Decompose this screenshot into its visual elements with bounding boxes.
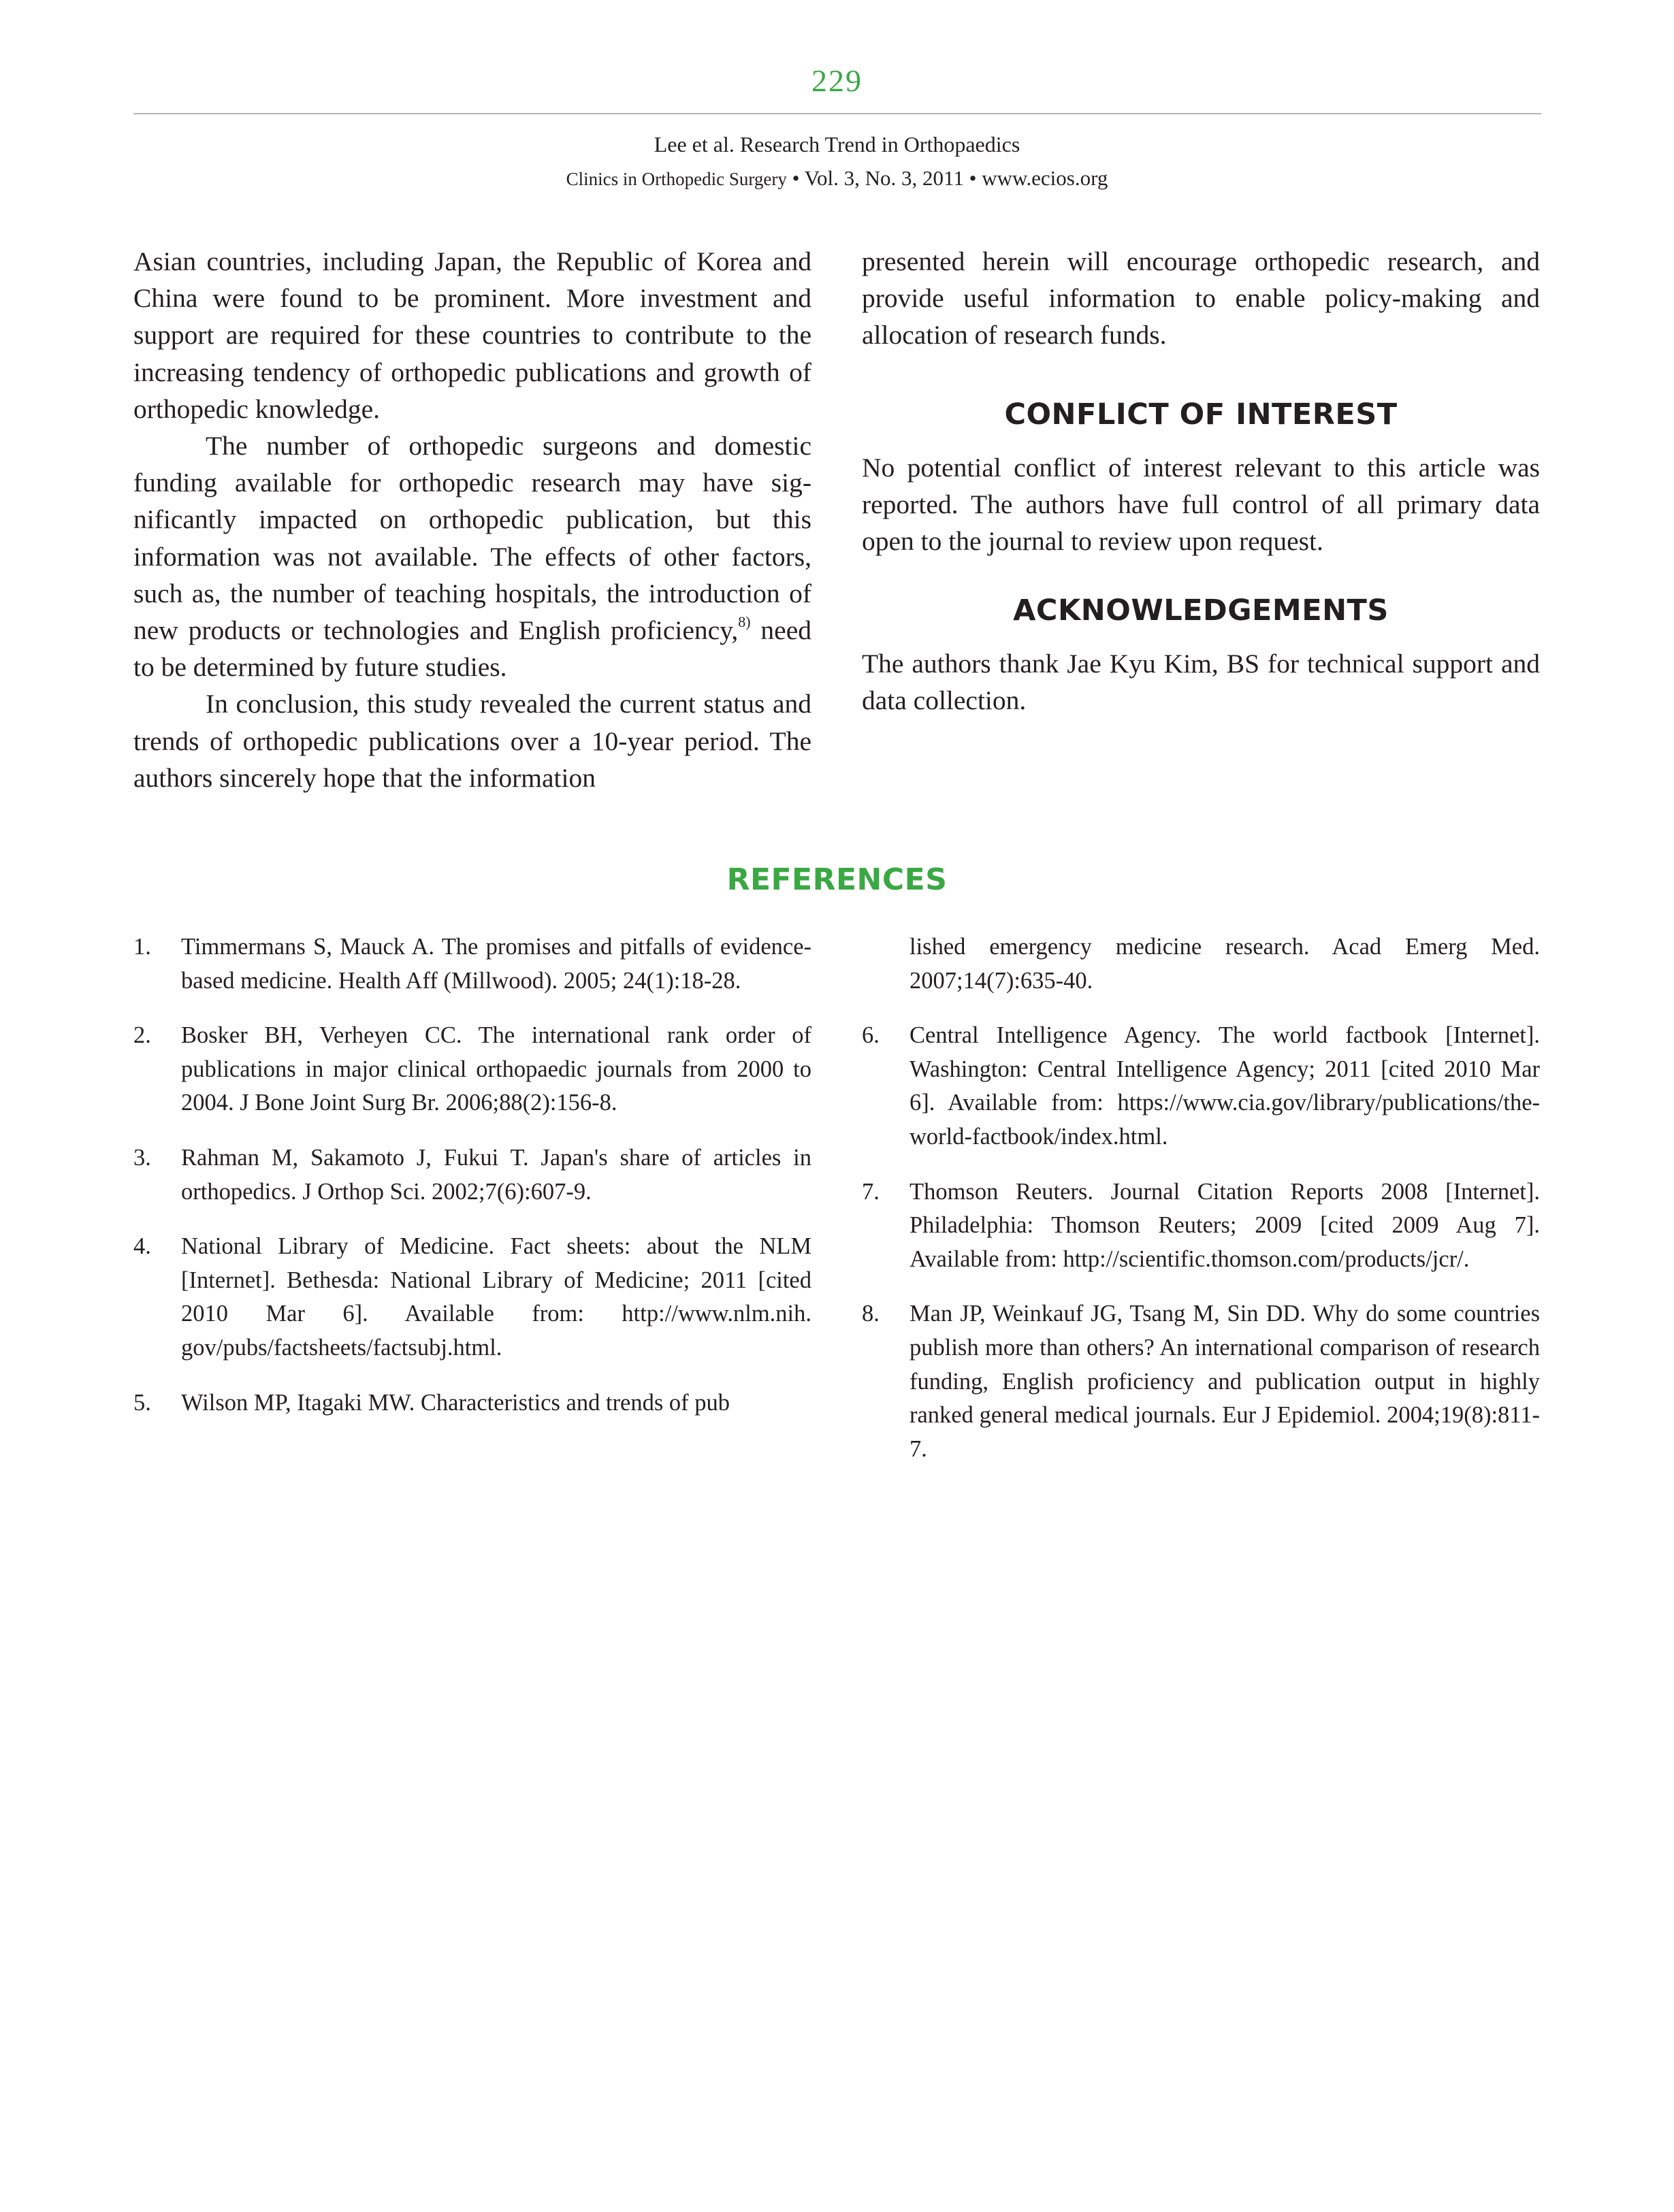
reference-item	[133, 1019, 811, 1120]
running-title: Lee et al. Research Trend in Orthopaedics	[654, 132, 1020, 157]
reference-number: 2.	[133, 1022, 151, 1049]
paragraph: In conclusion, this study revealed the current status and trends of orthopedic publications over a 10-year period. The authors sincerely hope that the information	[133, 689, 811, 793]
journal-issue: • Vol. 3, No. 3, 2011 • www.ecios.org	[786, 166, 1108, 190]
reference-number: 8.	[862, 1301, 880, 1327]
body-right-column	[862, 243, 1540, 719]
reference-text: Man JP, Weinkauf JG, Tsang M, Sin DD. Why do some countries publish more than others? An international comparison of research funding, English proficiency and publication output in highly ranked general medical journals. Eur J Epidemiol. 2004;19(8):811-7.	[910, 1301, 1540, 1462]
paragraph	[133, 427, 811, 685]
paragraph: presented herein will encourage orthopedic research, and provide useful information to enable policy-making and allocation of research funds.	[862, 246, 1540, 351]
acknowledgements-heading: ACKNOWLEDGEMENTS	[1013, 593, 1389, 628]
reference-number: 7.	[862, 1178, 880, 1205]
reference-number: 5.	[133, 1389, 151, 1416]
reference-number: 3.	[133, 1144, 151, 1171]
reference-text: Wilson MP, Itagaki MW. Characteristics and trends of pub	[181, 1389, 730, 1416]
reference-item	[862, 1019, 1540, 1154]
conflict-of-interest-text: No potential conflict of interest relevant to this article was reported. The authors have full control of all primary data open to the journal to review upon request.	[862, 452, 1540, 557]
references-left-column	[133, 930, 811, 1441]
reference-text: National Library of Medicine. Fact sheets: about the NLM [Internet]. Bethesda: National Library of Medicine; 2011 [cited 2010 Mar 6]. Available from: http://www.nlm.nih. gov/pubs/factsheets/factsubj.html.	[181, 1233, 811, 1361]
reference-item	[862, 1175, 1540, 1277]
reference-item	[133, 1141, 811, 1209]
journal-citation-line	[0, 166, 1674, 191]
reference-text: Rahman M, Sakamoto J, Fukui T. Japan's share of articles in orthopedics. J Orthop Sci. 2002;7(6):607-9.	[181, 1144, 811, 1205]
reference-number: 6.	[862, 1022, 880, 1049]
header-divider	[133, 113, 1541, 114]
paragraph: Asian countries, including Japan, the Republic of Korea and China were found to be prominent. More investment and support are required for these countries to contribute to the increasing tendency of orthopedic publications and growth of orthopedic knowledge.	[133, 246, 811, 424]
acknowledgements-text: The authors thank Jae Kyu Kim, BS for technical support and data collection.	[862, 649, 1540, 716]
reference-item-continued	[862, 930, 1540, 998]
citation-superscript: 8)	[738, 613, 751, 631]
reference-item	[133, 1386, 811, 1420]
paragraph-text: need to be determined by future studies.	[133, 615, 811, 683]
reference-number: 1.	[133, 934, 151, 960]
paragraph-text: The number of orthopedic surgeons and domestic funding available for orthopedic research may have significantly impacted on orthopedic publication, but this information was not available. The effects of other factors, such as, the number of teaching hospitals, the introduction of new products or technologies and English proficiency,	[133, 431, 811, 646]
reference-text: Timmermans S, Mauck A. The promises and pitfalls of evidence-based medicine. Health Aff (Millwood). 2005; 24(1):18-28.	[181, 934, 811, 994]
reference-text: Central Intelligence Agency. The world factbook [Internet]. Washington: Central Intelligence Agency; 2011 [cited 2010 Mar 6]. Available from: https://www.cia.gov/library/publications/the-world-factbook/index.html.	[910, 1022, 1540, 1150]
conflict-of-interest-heading: CONFLICT OF INTEREST	[1004, 397, 1398, 432]
reference-text: Bosker BH, Verheyen CC. The international rank order of publications in major clinical orthopaedic journals from 2000 to 2004. J Bone Joint Surg Br. 2006;88(2):156-8.	[181, 1022, 811, 1116]
reference-number: 4.	[133, 1233, 151, 1260]
journal-name: Clinics in Orthopedic Surgery	[566, 169, 787, 189]
body-left-column	[133, 243, 811, 796]
reference-text: lished emergency medicine research. Acad Emerg Med. 2007;14(7):635-40.	[910, 934, 1540, 994]
references-right-column	[862, 930, 1540, 1487]
reference-item	[862, 1297, 1540, 1466]
reference-text: Thomson Reuters. Journal Citation Reports 2008 [Internet]. Philadelphia: Thomson Reuters; 2009 [cited 2009 Aug 7]. Available from: http://scientific.thomson.com/products/jcr/.	[910, 1178, 1540, 1272]
reference-item	[133, 930, 811, 998]
references-heading: REFERENCES	[726, 862, 948, 897]
page-number: 229	[811, 63, 863, 98]
reference-item	[133, 1230, 811, 1365]
